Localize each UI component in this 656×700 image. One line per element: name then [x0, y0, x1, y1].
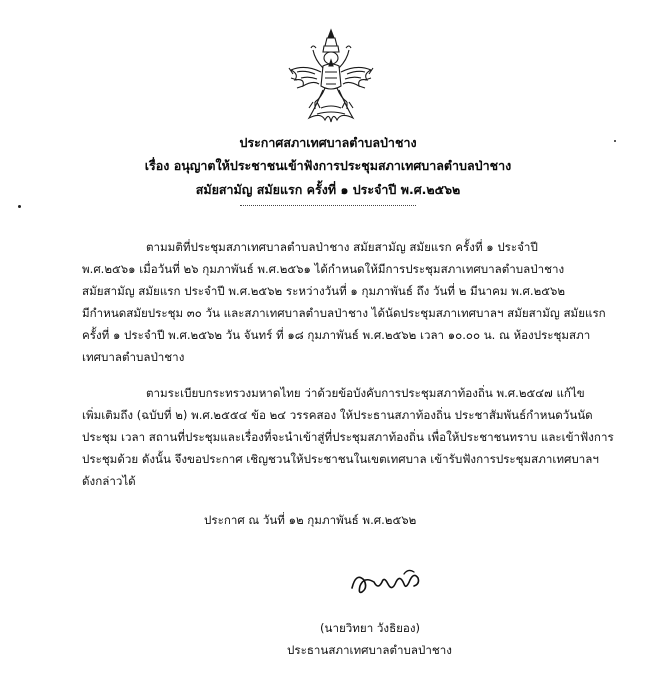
announcement-date: ประกาศ ณ วันที่ ๑๒ กุมภาพันธ์ พ.ศ.๒๕๖๒ — [204, 513, 417, 527]
signature-mark — [348, 566, 428, 600]
announcement-title: ประกาศสภาเทศบาลตำบลป่าชาง — [239, 135, 417, 150]
garuda-emblem — [285, 28, 377, 124]
signatory-position: ประธานสภาเทศบาลตำบลป่าชาง — [287, 643, 452, 657]
paragraph-1-line: เทศบาลตำบลป่าชาง — [82, 350, 185, 364]
paragraph-2-line: เพิ่มเติมถึง (ฉบับที่ ๒) พ.ศ.๒๕๕๔ ข้อ ๒๔ วรรคสอง ให้ประธานสภาท้องถิ่น ประชาสัมพันธ์กำหนดวันนัด — [82, 408, 593, 422]
separator-dotted-line — [240, 205, 416, 206]
paragraph-1-line: ตามมติที่ประชุมสภาเทศบาลตำบลป่าชาง สมัยสามัญ สมัยแรก ครั้งที่ ๑ ประจำปี — [146, 240, 538, 254]
paragraph-2-line: ดังกล่าวได้ — [82, 474, 136, 488]
paragraph-1-line: มีกำหนดสมัยประชุม ๓๐ วัน และสภาเทศบาลตำบลป่าชาง ได้นัดประชุมสภาเทศบาลฯ สมัยสามัญ สมัยแรก — [82, 306, 606, 320]
announcement-session: สมัยสามัญ สมัยแรก ครั้งที่ ๑ ประจำปี พ.ศ.๒๕๖๒ — [195, 182, 461, 197]
scan-speck — [18, 205, 21, 208]
paragraph-2-line: ประชุม เวลา สถานที่ประชุมและเรื่องที่จะนำเข้าสู่ที่ประชุมสภาท้องถิ่น เพื่อให้ประชาชนทราบ และเข้าฟังการ — [82, 430, 614, 444]
signatory-name: (นายวิทยา วังธิยอง) — [320, 621, 421, 635]
paragraph-1-line: สมัยสามัญ สมัยแรก ประจำปี พ.ศ.๒๕๖๒ ระหว่างวันที่ ๑ กุมภาพันธ์ ถึง วันที่ ๒ มีนาคม พ.ศ.๒๕๖๒ — [82, 284, 565, 298]
paragraph-2-line: ประชุมด้วย ดังนั้น จึงขอประกาศ เชิญชวนให้ประชาชนในเขตเทศบาล เข้ารับฟังการประชุมสภาเทศบาลฯ — [82, 452, 599, 466]
announcement-subject: เรื่อง อนุญาตให้ประชาชนเข้าฟังการประชุมสภาเทศบาลตำบลป่าชาง — [144, 158, 512, 173]
paragraph-1-line: พ.ศ.๒๕๖๑ เมื่อวันที่ ๒๖ กุมภาพันธ์ พ.ศ.๒๕๖๑ ได้กำหนดให้มีการประชุมสภาเทศบาลตำบลป่าชาง — [82, 262, 565, 276]
scan-speck — [614, 140, 616, 142]
paragraph-2-line: ตามระเบียบกระทรวงมหาดไทย ว่าด้วยข้อบังคับการประชุมสภาท้องถิ่น พ.ศ.๒๕๔๗ แก้ไข — [146, 386, 585, 400]
paragraph-1-line: ครั้งที่ ๑ ประจำปี พ.ศ.๒๕๖๒ วัน จันทร์ ที่ ๑๘ กุมภาพันธ์ พ.ศ.๒๕๖๒ เวลา ๑๐.๐๐ น. ณ ห้องประชุมสภา — [82, 328, 591, 342]
